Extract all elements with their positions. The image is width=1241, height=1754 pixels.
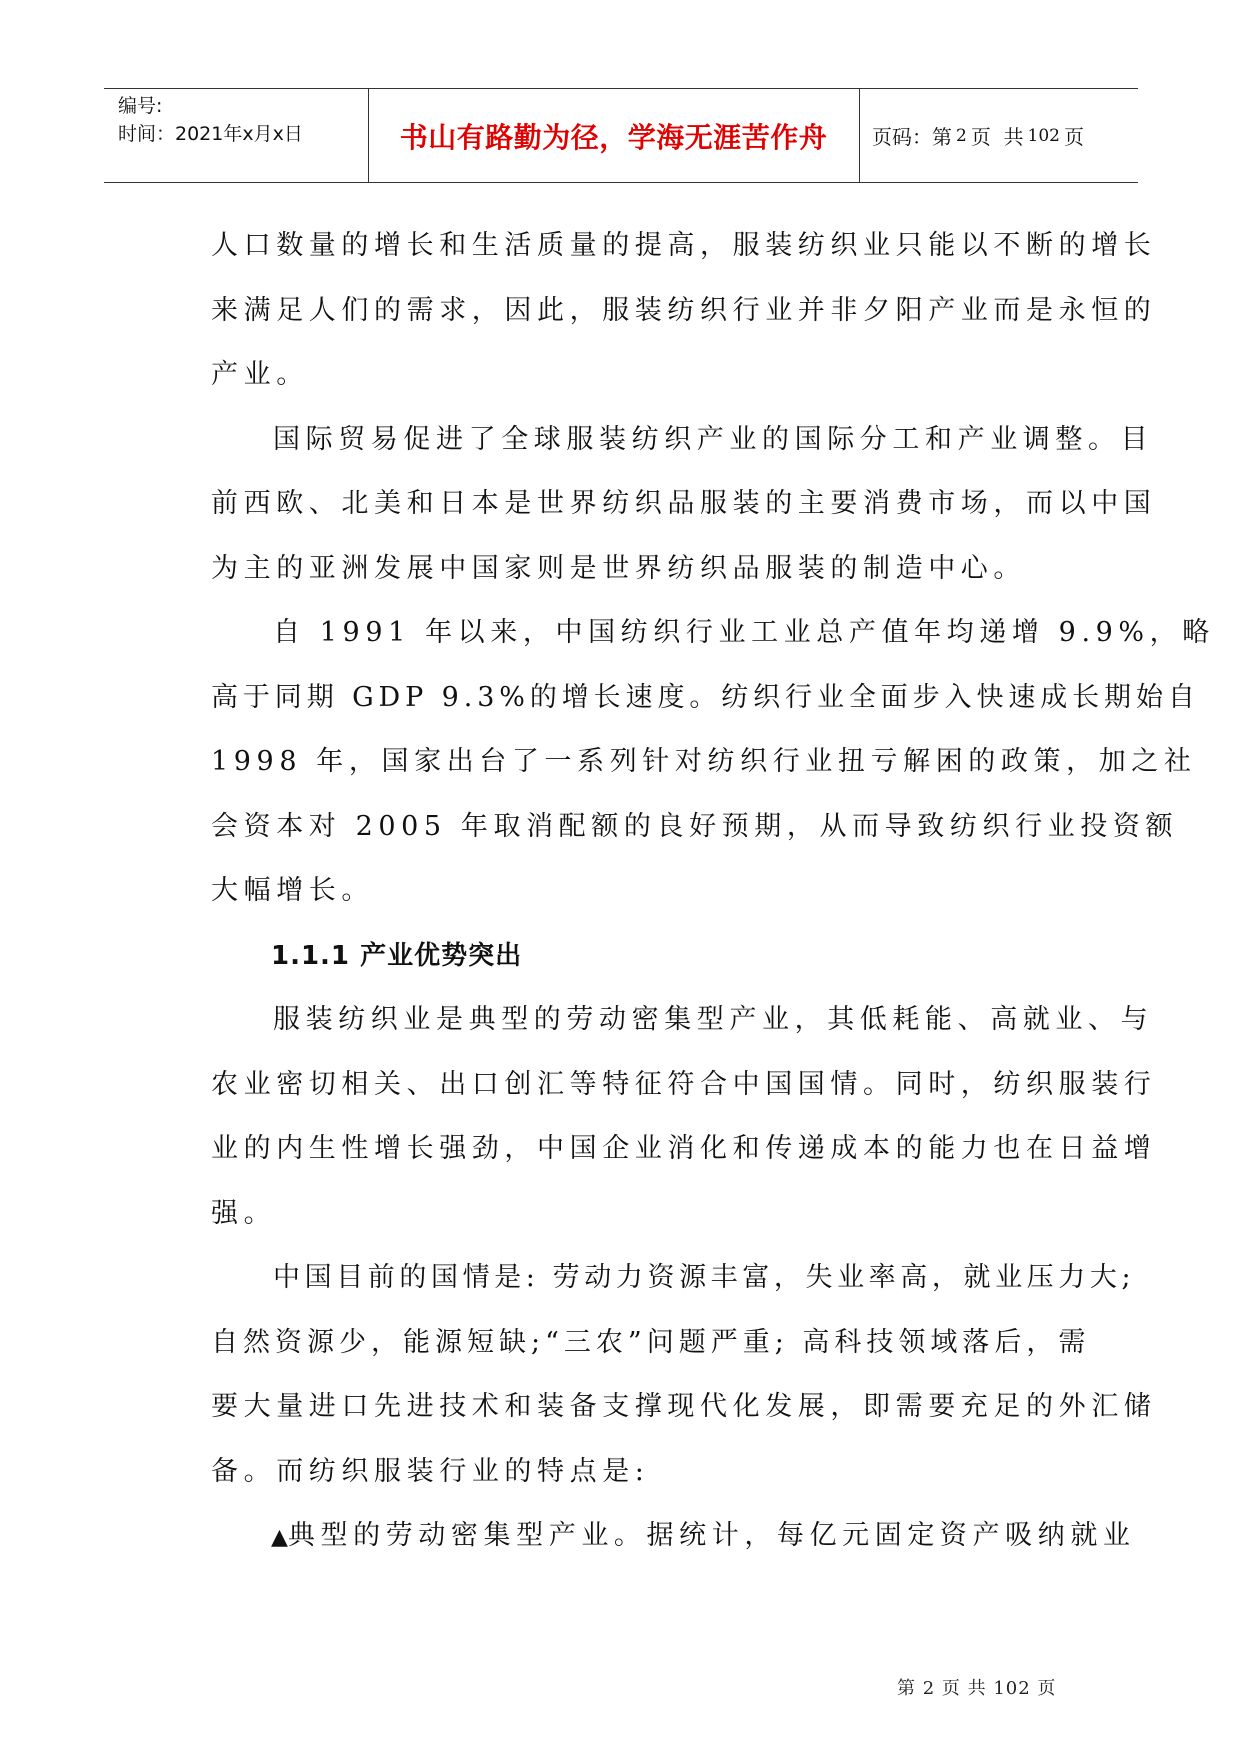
bullet-text: 典型的劳动密集型产业。据统计，每亿元固定资产吸纳就业	[287, 1520, 1136, 1551]
header-divider-right	[859, 88, 860, 183]
bullet-line	[211, 1504, 1136, 1569]
body-line: 国际贸易促进了全球服装纺织产业的国际分工和产业调整。目	[273, 423, 1154, 455]
body-line: 为主的亚洲发展中国家则是世界纺织品服装的制造中心。	[211, 552, 1026, 584]
document-body	[211, 214, 1215, 1569]
body-line: 产业。	[211, 359, 309, 390]
header-page-info	[872, 88, 1084, 183]
triangle-bullet-icon: ▲	[271, 1525, 288, 1550]
body-line: 自 1991 年以来，中国纺织行业工业总产值年均递增 9.9%，略	[273, 617, 1215, 648]
page-info-prefix: 页码：第	[872, 125, 952, 149]
page-info-total: 102	[1027, 125, 1060, 146]
body-line: 业的内生性增长强劲，中国企业消化和传递成本的能力也在日益增	[211, 1133, 1157, 1164]
page-footer: 第 2 页 共 102 页	[897, 1678, 1057, 1699]
header-motto: 书山有路勤为径，学海无涯苦作舟	[399, 120, 828, 154]
page-info-middle: 页 共	[970, 125, 1024, 149]
body-line: 人口数量的增长和生活质量的提高，服装纺织业只能以不断的增长	[211, 230, 1157, 261]
body-line: 服装纺织业是典型的劳动密集型产业，其低耗能、高就业、与	[273, 1004, 1154, 1035]
body-line: 高于同期 GDP 9.3%的增长速度。纺织行业全面步入快速成长期始自	[211, 681, 1200, 713]
body-line: 农业密切相关、出口创汇等特征符合中国国情。同时，纺织服装行	[211, 1068, 1157, 1100]
body-line: 前西欧、北美和日本是世界纺织品服装的主要消费市场，而以中国	[211, 488, 1157, 519]
body-line: 会资本对 2005 年取消配额的良好预期，从而导致纺织行业投资额	[211, 810, 1179, 842]
body-line: 强。	[211, 1197, 277, 1229]
document-number-label: 编号:	[118, 95, 163, 117]
body-line: 大幅增长。	[211, 875, 374, 906]
page-info-current: 2	[956, 125, 967, 146]
body-line: 要大量进口先进技术和装备支撑现代化发展，即需要充足的外汇储	[211, 1391, 1157, 1422]
section-heading: 1.1.1 产业优势突出	[271, 940, 523, 971]
body-line: 中国目前的国情是: 劳动力资源丰富，失业率高，就业压力大;	[273, 1262, 1136, 1293]
header-meta	[118, 92, 303, 148]
body-line: 来满足人们的需求，因此，服装纺织行业并非夕阳产业而是永恒的	[211, 294, 1157, 326]
page-info-suffix: 页	[1064, 125, 1084, 149]
body-line: 备。而纺织服装行业的特点是:	[211, 1455, 650, 1487]
body-line: 1998 年，国家出台了一系列针对纺织行业扭亏解困的政策，加之社	[211, 746, 1197, 777]
body-line: 自然资源少，能源短缺;“三农”问题严重; 高科技领域落后，需	[211, 1326, 1091, 1358]
document-time-label: 时间：2021年x月x日	[118, 123, 303, 145]
